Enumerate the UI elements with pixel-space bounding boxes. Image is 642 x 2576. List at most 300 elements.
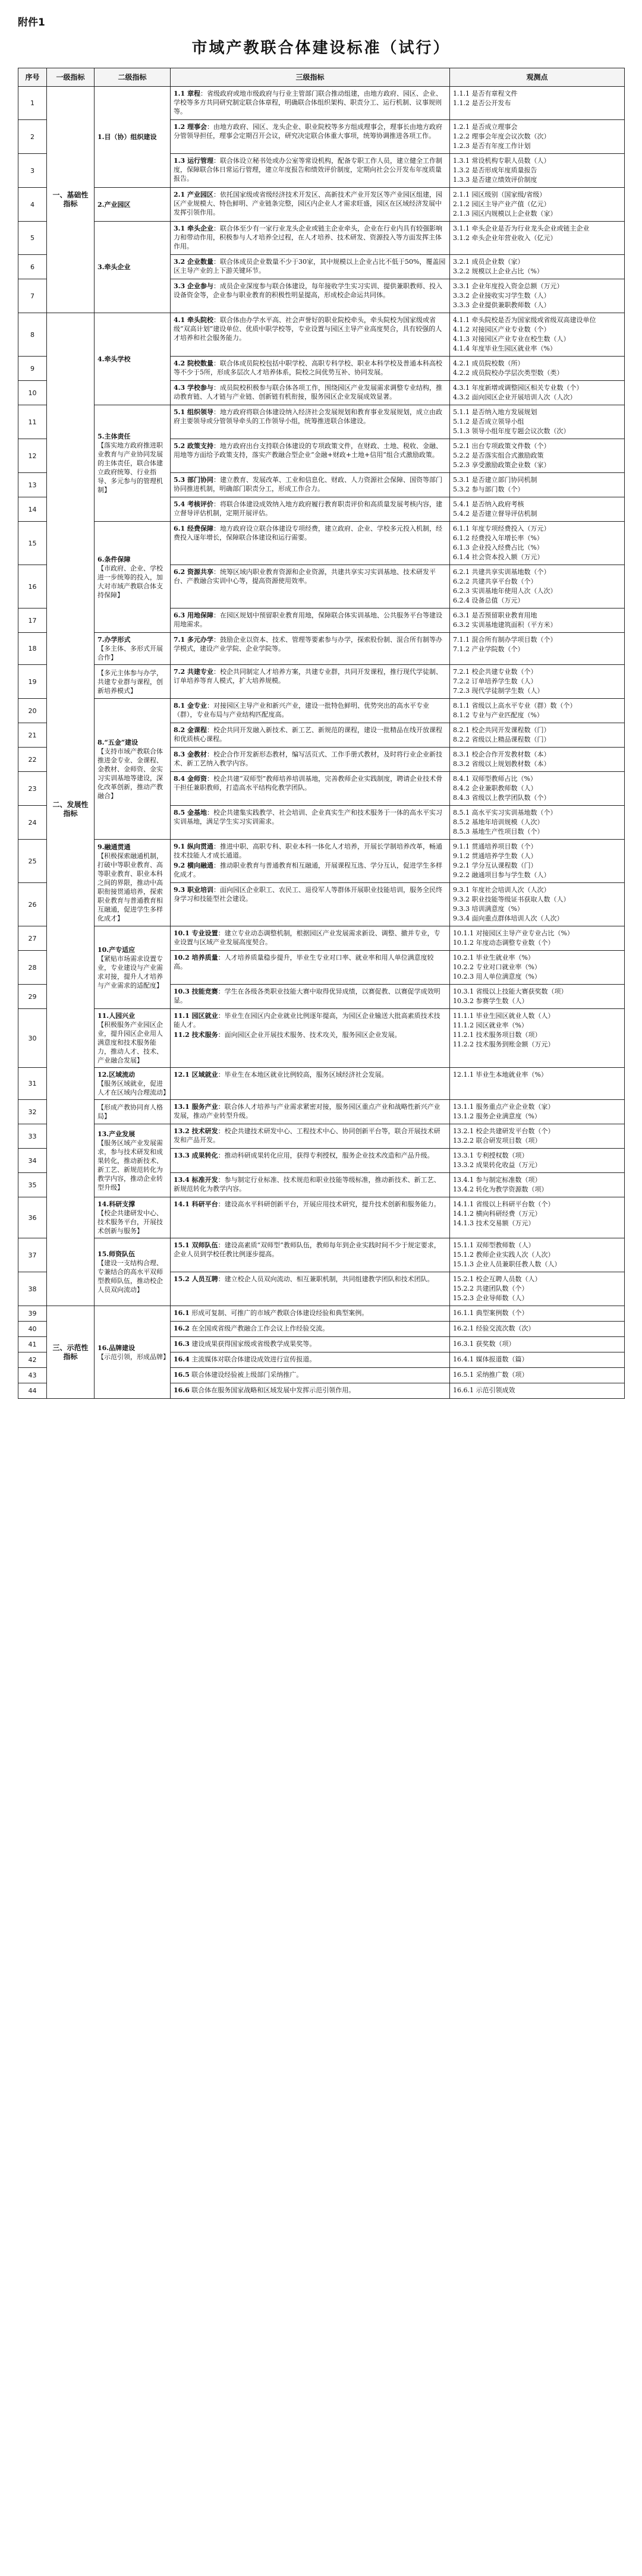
level3-indicator: [171, 154, 450, 188]
level3-item: [174, 1324, 446, 1333]
observation-point: 6.2.3 实训基地年使用人次（人次）: [453, 587, 557, 595]
level2-description: 【紧贴市场需求设置专业，专业建设与产业需求对接，提升人才培养与产业需求的适配度】: [97, 954, 163, 989]
level3-indicator: [171, 1149, 450, 1173]
level3-item: [174, 89, 446, 116]
level3-item-title: 2.1 产业园区: [174, 191, 213, 198]
level2-indicator: [95, 1306, 171, 1399]
observation-point: 13.2.1 校企共建研发平台数（个）: [453, 1127, 555, 1135]
observation-point: 2.1.2 园区主导产业产值（亿元）: [453, 200, 550, 208]
level3-item-title: 6.1 经费保障: [174, 525, 213, 532]
observation-point: 8.1.2 专业与产业匹配度（%）: [453, 711, 543, 719]
level3-item: [174, 524, 446, 542]
document-page: [18, 11, 624, 1399]
table-row: [18, 1124, 625, 1149]
header-level3: 三级指标: [171, 68, 450, 87]
level3-item: [174, 861, 446, 879]
row-number: 14: [18, 497, 47, 522]
level2-indicator: [95, 1238, 171, 1306]
observation-point: 9.1.1 贯通培养项目数（个）: [453, 843, 537, 850]
observation-point: 7.1.2 产业学院数（个）: [453, 645, 524, 653]
observation-points: [450, 154, 625, 188]
level3-indicator: [171, 1383, 450, 1399]
observation-point: 12.1.1 毕业生本地就业率（%）: [453, 1071, 547, 1079]
observation-point: 9.3.1 年度社会培训人次（人次）: [453, 886, 550, 894]
level3-item-title: 9.2 横向融通: [174, 862, 213, 869]
observation-points: [450, 1009, 625, 1068]
observation-point: 13.3.1 专利授权数（项）: [453, 1152, 528, 1159]
level3-item-text: 形成可复制、可推广的市域产教联合体建设经验和典型案例。: [189, 1309, 369, 1317]
observation-point: 6.1.2 经费投入年增长率（%）: [453, 534, 543, 542]
row-number: 44: [18, 1383, 47, 1399]
level3-item-title: 16.5: [174, 1371, 190, 1379]
row-number: 34: [18, 1149, 47, 1173]
observation-point: 6.2.4 设备总值（万元）: [453, 597, 524, 604]
level3-item-text: ：成员企业深度参与联合体建设，每年接收学生实习实训、提供兼职教师、投入设备资金等，企业参与职业教育的积极性明显提高，形成校企命运共同体。: [174, 282, 442, 299]
observation-point: 11.1.2 园区就业率（%）: [453, 1021, 528, 1029]
level3-item: [174, 1339, 446, 1348]
level3-item-text: ：联合体成员企业数量不少于30家，其中规模以上企业占比不低于50%，覆盖园区主导产业的上下游关键环节。: [174, 258, 446, 275]
observation-point: 13.2.2 联合研发项目数（项）: [453, 1137, 542, 1144]
level3-item-title: 10.2 培养质量: [174, 954, 218, 961]
observation-point: 15.1.3 企业人员兼职任教人数（人）: [453, 1260, 561, 1268]
level3-item-title: 16.4: [174, 1355, 190, 1363]
level3-item-title: 12.1 区域就业: [174, 1071, 218, 1079]
observation-points: [450, 87, 625, 120]
level2-description: 【积极探索融通机制，打破中等职业教育、高等职业教育、职业本科之间的界限，推动中高职衔接贯通培养，探索职业教育与普通教育相互融通，促进学生多样化成才】: [97, 852, 163, 922]
level3-indicator: [171, 633, 450, 665]
observation-point: 1.1.2 是否公开发布: [453, 99, 511, 107]
level2-indicator: [95, 1068, 171, 1100]
level3-item: [174, 1151, 446, 1160]
observation-point: 3.3.2 企业接收实习学生数（人）: [453, 292, 550, 299]
observation-point: 1.3.1 常设机构专职人员数（人）: [453, 157, 550, 165]
level3-item: [174, 667, 446, 685]
row-number: 1: [18, 87, 47, 120]
row-number: 7: [18, 279, 47, 313]
level3-item-title: 8.3 金教材: [174, 751, 207, 758]
observation-points: [450, 883, 625, 926]
level3-item-text: ：联合体成员院校包括中职学校、高职专科学校、职业本科学校及普通本科高校等不少于5所，形成多层次人才培养体系，院校之间优势互补、协同发展。: [174, 360, 442, 376]
level3-item-title: 10.1 专业设置: [174, 929, 218, 937]
level3-item: [174, 1070, 446, 1079]
level3-item: [174, 929, 446, 947]
level3-item: [174, 1355, 446, 1364]
row-number: 41: [18, 1337, 47, 1352]
level3-indicator: [171, 279, 450, 313]
row-number: 30: [18, 1009, 47, 1068]
level3-indicator: [171, 255, 450, 279]
level3-item-title: 15.1 双师队伍: [174, 1241, 218, 1249]
observation-points: [450, 1322, 625, 1337]
row-number: 40: [18, 1322, 47, 1337]
level3-item-title: 5.3 部门协同: [174, 476, 213, 484]
observation-points: [450, 120, 625, 154]
observation-points: [450, 608, 625, 633]
level3-item-text: ：地方政府设立联合体建设专项经费，建立政府、企业、学校多元投入机制，经费投入逐年增长，保障联合体建设和运行需要。: [174, 525, 442, 541]
level3-item-title: 1.1 章程: [174, 90, 200, 97]
row-number: 35: [18, 1173, 47, 1197]
observation-points: [450, 1383, 625, 1399]
row-number: 23: [18, 772, 47, 806]
level2-indicator: [95, 222, 171, 313]
level3-indicator: [171, 357, 450, 381]
level2-name: 6.条件保障: [97, 555, 131, 563]
level2-description: 【多元主体参与办学，共建专业群与课程，创新培养模式】: [97, 669, 163, 695]
observation-point: 14.1.3 技术交易额（万元）: [453, 1219, 535, 1227]
level3-indicator: [171, 1238, 450, 1272]
level2-description: 【校企共建研发中心、技术服务平台，开展技术创新与服务】: [97, 1209, 163, 1235]
table-row: [18, 665, 625, 699]
row-number: 16: [18, 565, 47, 608]
observation-points: [450, 1197, 625, 1238]
level3-indicator: [171, 883, 450, 926]
observation-point: 3.2.2 规模以上企业占比（%）: [453, 267, 543, 275]
level3-item-text: ：地方政府将联合体建设纳入经济社会发展规划和教育事业发展规划，成立由政府主要领导或分管领导牵头的工作领导小组，统筹推进联合体建设。: [174, 408, 442, 425]
observation-points: [450, 1238, 625, 1272]
observation-points: [450, 279, 625, 313]
level3-item: [174, 408, 446, 425]
observation-point: 6.2.1 共建共享实训基地数（个）: [453, 568, 550, 576]
observation-point: 5.4.2 是否建立督导评估机制: [453, 510, 537, 518]
level3-item-title: 10.3 技能竞赛: [174, 988, 218, 995]
observation-point: 10.2.1 毕业生就业率（%）: [453, 954, 534, 961]
level3-item-text: ：面向园区企业职工、农民工、退役军人等群体开展职业技能培训，服务全民终身学习和技能型社会建设。: [174, 886, 442, 903]
observation-point: 1.1.1 是否有章程文件: [453, 90, 518, 97]
level3-item: [174, 156, 446, 183]
row-number: 26: [18, 883, 47, 926]
row-number: 43: [18, 1368, 47, 1383]
observation-points: [450, 222, 625, 255]
level3-indicator: [171, 1337, 450, 1352]
level2-description: 【市政府、企业、学校进一步统筹的投入，加大对市域产教联合体支持保障】: [97, 564, 163, 599]
observation-points: [450, 1173, 625, 1197]
row-number: 4: [18, 188, 47, 222]
table-row: [18, 1197, 625, 1238]
observation-point: 13.4.1 参与制定标准数（项）: [453, 1176, 542, 1184]
level3-item: [174, 257, 446, 275]
level3-item-title: 1.2 理事会: [174, 123, 207, 131]
level3-item: [174, 122, 446, 140]
level3-indicator: [171, 473, 450, 497]
observation-point: 16.1.1 典型案例数（个）: [453, 1309, 528, 1317]
observation-point: 16.2.1 经验交流次数（次）: [453, 1325, 535, 1332]
level3-item: [174, 282, 446, 299]
observation-point: 4.1.4 年度毕业生园区就业率（%）: [453, 345, 556, 352]
table-body: [18, 87, 625, 1399]
level3-item-text: ：联合体至少有一家行业龙头企业或链主企业牵头，企业在行业内具有较强影响力和带动作用，积极参与人才培养全过程，在人才培养、技术研发、资源投入等方面发挥主体作用。: [174, 225, 442, 250]
level2-indicator: [95, 313, 171, 405]
row-number: 27: [18, 926, 47, 951]
observation-point: 4.3.1 年度新增或调整园区相关专业数（个）: [453, 384, 583, 392]
level3-item: [174, 500, 446, 518]
observation-point: 8.1.1 省级以上高水平专业（群）数（个）: [453, 702, 577, 710]
observation-point: 3.1.1 牵头企业是否为行业龙头企业或链主企业: [453, 225, 590, 232]
level3-item: [174, 383, 446, 401]
level3-item: [174, 987, 446, 1005]
level3-item-text: 联合体建设经验被上级部门采纳推广。: [189, 1371, 303, 1379]
row-number: 11: [18, 405, 47, 439]
level3-item-text: ：建立教育、发展改革、工业和信息化、财政、人力资源社会保障、国资等部门协同推进机制，明确部门职责分工，形成工作合力。: [174, 476, 442, 493]
observation-point: 11.1.1 毕业生园区就业人数（人）: [453, 1012, 555, 1020]
observation-point: 4.1.2 对接园区产业专业数（个）: [453, 326, 550, 333]
observation-point: 7.2.3 现代学徒制学生数（人）: [453, 687, 544, 695]
row-number: 38: [18, 1272, 47, 1306]
table-row: [18, 926, 625, 951]
level3-item-text: ：校企共建技术研发中心、工程技术中心、协同创新平台等，联合开展技术研发和产品开发。: [174, 1127, 440, 1144]
header-observation: 观测点: [450, 68, 625, 87]
row-number: 12: [18, 439, 47, 473]
level3-item-text: ：建立校企人员双向流动、相互兼职机制，共同组建教学团队和技术团队。: [218, 1275, 434, 1283]
level3-item-text: ：建立专业动态调整机制，根据园区产业发展需求新设、调整、撤并专业，专业设置与区域产业发展高度契合。: [174, 929, 440, 946]
level3-item-text: ：依托国家级或省级经济技术开发区、高新技术产业开发区等产业园区组建，园区产业规模大、特色鲜明、产业链条完整，园区内企业人才需求旺盛，园区在区域经济发展中发挥引领作用。: [174, 191, 442, 216]
level3-item-title: 9.1 纵向贯通: [174, 843, 213, 850]
observation-point: 2.1.1 园区级别（国家级/省级）: [453, 191, 546, 198]
level2-indicator: [95, 1009, 171, 1068]
observation-point: 8.3.2 省级以上规划教材数（本）: [453, 760, 550, 768]
level3-item-text: ：联合体人才培养与产业需求紧密对接，服务园区重点产业和战略性新兴产业发展，推动产业转型升级。: [174, 1103, 440, 1120]
level3-indicator: [171, 1272, 450, 1306]
row-number: 17: [18, 608, 47, 633]
observation-point: 5.1.1 是否纳入地方发展规划: [453, 408, 537, 416]
level3-indicator: [171, 608, 450, 633]
observation-points: [450, 806, 625, 840]
observation-point: 8.3.1 校企合作开发教材数（本）: [453, 751, 550, 758]
level3-item-text: ：将联合体建设成效纳入地方政府履行教育职责评价和高质量发展考核内容，建立督导评估机制，定期开展评估。: [174, 500, 442, 517]
row-number: 31: [18, 1068, 47, 1100]
level3-indicator: [171, 522, 450, 565]
level3-item-title: 15.2 人员互聘: [174, 1275, 218, 1283]
level3-item: [174, 1175, 446, 1193]
observation-point: 3.3.3 企业提供兼职教师数（人）: [453, 301, 550, 309]
observation-point: 16.3.1 获奖数（项）: [453, 1340, 515, 1348]
level2-indicator: [95, 405, 171, 522]
level3-item-text: ：校企共同制定人才培养方案，共建专业群，共同开发课程，推行现代学徒制、订单培养等育人模式，扩大培养规模。: [174, 668, 442, 685]
level2-indicator: [95, 188, 171, 222]
level3-indicator: [171, 381, 450, 405]
row-number: 33: [18, 1124, 47, 1149]
level3-item-title: 8.1 金专业: [174, 702, 207, 710]
observation-point: 8.2.2 省级以上精品课程数（门）: [453, 736, 550, 743]
level3-item-title: 9.3 职业培训: [174, 886, 213, 894]
row-number: 15: [18, 522, 47, 565]
level3-item-title: 8.4 金师资: [174, 775, 207, 783]
level3-item-title: 5.4 考核评价: [174, 500, 213, 508]
observation-point: 5.3.2 参与部门数（个）: [453, 485, 524, 493]
observation-point: 6.1.1 年度专项经费投入（万元）: [453, 525, 550, 532]
row-number: 5: [18, 222, 47, 255]
observation-points: [450, 405, 625, 439]
row-number: 21: [18, 723, 47, 748]
level3-item-text: ：联合体设立秘书处或办公室等常设机构，配备专职工作人员，建立健全工作制度，保障联合体日常运行管理，建立年度报告和绩效评价制度，定期向社会公开发布年度质量报告。: [174, 157, 442, 182]
level3-item-title: 4.2 院校数量: [174, 360, 213, 367]
row-number: 32: [18, 1100, 47, 1124]
level3-item: [174, 701, 446, 719]
observation-point: 10.1.2 年度动态调整专业数（个）: [453, 939, 555, 947]
level3-indicator: [171, 405, 450, 439]
level3-indicator: [171, 926, 450, 951]
row-number: 13: [18, 473, 47, 497]
observation-points: [450, 772, 625, 806]
observation-point: 16.5.1 采纳推广数（项）: [453, 1371, 528, 1379]
level2-name: 10.产专适应: [97, 945, 136, 954]
observation-point: 2.1.3 园区内规模以上企业数（家）: [453, 210, 557, 217]
observation-points: [450, 1352, 625, 1368]
level3-indicator: [171, 806, 450, 840]
table-row: [18, 405, 625, 439]
level3-item-text: 在全国或省级产教融合工作会议上作经验交流。: [189, 1325, 329, 1332]
level2-description: 【建设一支结构合理、专兼结合的高水平双师型教师队伍，推动校企人员双向流动】: [97, 1259, 163, 1294]
table-row: [18, 188, 625, 222]
level3-item: [174, 567, 446, 585]
observation-point: 4.3.2 面向园区企业开展培训人次（人次）: [453, 393, 577, 401]
observation-point: 13.3.2 成果转化收益（万元）: [453, 1161, 542, 1169]
observation-point: 14.1.1 省级以上科研平台数（个）: [453, 1200, 555, 1208]
level3-item-text: ：建设高水平科研创新平台，开展应用技术研究，提升技术创新和服务能力。: [218, 1200, 440, 1208]
observation-point: 5.4.1 是否纳入政府考核: [453, 500, 524, 508]
observation-point: 1.3.3 是否建立绩效评价制度: [453, 176, 537, 184]
level2-indicator: [95, 87, 171, 188]
level3-item-title: 5.1 组织领导: [174, 408, 213, 416]
observation-points: [450, 188, 625, 222]
observation-point: 6.1.3 企业投入经费占比（%）: [453, 544, 543, 551]
observation-points: [450, 1368, 625, 1383]
row-number: 19: [18, 665, 47, 699]
level1-indicator: 一、基础性指标: [47, 87, 95, 313]
table-row: [18, 1100, 625, 1124]
row-number: 2: [18, 120, 47, 154]
observation-point: 9.3.3 培训满意度（%）: [453, 905, 524, 913]
observation-point: 10.3.1 省级以上技能大赛获奖数（项）: [453, 988, 568, 995]
level3-item: [174, 726, 446, 743]
level3-item-title: 16.2: [174, 1325, 190, 1332]
observation-point: 16.6.1 示范引领成效: [453, 1386, 515, 1394]
level3-item-text: ：学生在各级各类职业技能大赛中取得优异成绩，以赛促教、以赛促学成效明显。: [174, 988, 440, 1004]
level3-item-title: 13.4 标准开发: [174, 1176, 218, 1184]
annex-label: 附件1: [18, 17, 45, 29]
table-row: [18, 522, 625, 565]
observation-point: 16.4.1 媒体报道数（篇）: [453, 1355, 528, 1363]
observation-point: 8.4.2 企业兼职教师数（人）: [453, 784, 537, 792]
level3-item-title: 16.3: [174, 1340, 190, 1348]
level3-item: [174, 611, 446, 629]
level3-indicator: [171, 1009, 450, 1068]
level3-item-text: ：参与制定行业标准、技术规范和职业技能等级标准，推动新技术、新工艺、新规范转化为教学内容。: [174, 1176, 440, 1193]
level3-item-title: 3.2 企业数量: [174, 258, 213, 266]
observation-points: [450, 1149, 625, 1173]
row-number: 37: [18, 1238, 47, 1272]
observation-point: 13.1.1 服务重点产业企业数（家）: [453, 1103, 555, 1111]
level3-item: [174, 953, 446, 971]
level3-item-title: 7.1 多元办学: [174, 636, 213, 644]
observation-point: 3.3.1 企业年度投入资金总额（万元）: [453, 282, 564, 290]
observation-point: 8.5.3 基地生产性项目数（个）: [453, 828, 544, 835]
level2-indicator: [95, 840, 171, 926]
observation-points: [450, 439, 625, 473]
observation-point: 7.1.1 混合所有制办学项目数（个）: [453, 636, 557, 644]
level2-indicator: [95, 926, 171, 1009]
header-level2: 二级指标: [95, 68, 171, 87]
level3-item-text: ：推进中职、高职专科、职业本科一体化人才培养，开展长学制培养改革，畅通技术技能人才成长通道。: [174, 843, 442, 859]
row-number: 42: [18, 1352, 47, 1368]
level3-item-text: ：毕业生在本地区就业比例较高，服务区域经济社会发展。: [218, 1071, 388, 1079]
observation-points: [450, 926, 625, 951]
row-number: 25: [18, 840, 47, 883]
level3-item: [174, 359, 446, 377]
observation-point: 8.4.3 省级以上教学团队数（个）: [453, 794, 550, 802]
level3-item-text: ：推动职业教育与普通教育相互融通，开展课程互选、学分互认，促进学生多样化成才。: [174, 862, 442, 878]
observation-point: 6.2.2 共建共享平台数（个）: [453, 578, 537, 585]
observation-point: 15.2.1 校企互聘人员数（人）: [453, 1275, 542, 1283]
level2-indicator: [95, 699, 171, 840]
level3-item: [174, 1200, 446, 1209]
level3-indicator: [171, 1124, 450, 1149]
level3-indicator: [171, 188, 450, 222]
level3-indicator: [171, 439, 450, 473]
level3-item-title: 13.3 成果转化: [174, 1152, 218, 1159]
level2-name: 12.区域流动: [97, 1071, 136, 1079]
observation-point: 8.5.2 基地年培训规模（人次）: [453, 818, 544, 826]
level3-item-text: ：联合体由办学水平高、社会声誉好的职业院校牵头，牵头院校为国家级或省级“双高计划”建设单位、优质中职学校等，专业设置与园区主导产业高度契合，具有较强的人才培养和社会服务能力。: [174, 316, 442, 342]
level3-item: [174, 842, 446, 860]
level3-item-text: 主流媒体对联合体建设成效进行宣传报道。: [189, 1355, 316, 1363]
level3-item-title: 6.2 资源共享: [174, 568, 213, 576]
level2-name: 8.“五金”建设: [97, 738, 139, 746]
table-header-row: [18, 68, 625, 87]
level2-name: 11.人园兴业: [97, 1012, 136, 1020]
level3-item-text: ：成员院校积极参与联合体各项工作，围绕园区产业发展需求调整专业结构，推动教育链、人才链与产业链、创新链有机衔接，服务园区企业发展成效显著。: [174, 384, 442, 401]
level3-item-text: ：省级政府或地市级政府与行业主管部门联合推动组建，由地方政府、园区、企业、学校等多方共同研究制定联合体章程，明确联合体组织架构、职责分工、运行机制、议事规则等。: [174, 90, 442, 115]
level3-indicator: [171, 723, 450, 748]
level3-item: [174, 1386, 446, 1395]
level3-item-title: 8.5 金基地: [174, 809, 207, 816]
level2-description: 【服务区域就业，促进人才在区域内合理流动】: [97, 1080, 169, 1096]
level3-indicator: [171, 1368, 450, 1383]
level3-item-title: 11.1 园区就业: [174, 1012, 218, 1020]
level2-name: 15.师资队伍: [97, 1250, 136, 1258]
level3-item-title: 16.1: [174, 1309, 190, 1317]
observation-point: 6.3.1 是否预留职业教育用地: [453, 611, 537, 619]
level3-item: [174, 1241, 446, 1259]
observation-point: 5.3.1 是否建立部门协同机制: [453, 476, 537, 484]
level3-item-text: ：面向园区企业开展技术服务、技术攻关，服务园区企业发展。: [218, 1031, 401, 1039]
observation-point: 8.5.1 高水平实习实训基地数（个）: [453, 809, 557, 816]
level2-description: 【服务区域产业发展需求，参与技术研发和成果转化，推动新技术、新工艺、新规范转化为教学内容，推动企业转型升级】: [97, 1139, 163, 1191]
level3-item: [174, 774, 446, 792]
level3-item: [174, 808, 446, 826]
level3-indicator: [171, 1100, 450, 1124]
level3-indicator: [171, 222, 450, 255]
observation-points: [450, 1100, 625, 1124]
level3-indicator: [171, 87, 450, 120]
level3-item-title: 14.1 科研平台: [174, 1200, 218, 1208]
observation-point: 3.2.1 成员企业数（家）: [453, 258, 524, 266]
observation-point: 9.2.2 融通项目参与学生数（人）: [453, 871, 550, 879]
level2-name: 14.科研支撑: [97, 1200, 136, 1208]
level3-item-title: 16.6: [174, 1386, 190, 1394]
observation-point: 3.1.2 牵头企业年营业收入（亿元）: [453, 234, 557, 242]
observation-point: 15.1.2 教师企业实践人次（人次）: [453, 1251, 555, 1259]
level3-item-text: 建设成果获得国家级或省级教学成果奖等。: [189, 1340, 316, 1348]
table-row: [18, 1068, 625, 1100]
level3-item-title: 4.1 牵头院校: [174, 316, 213, 324]
level2-name: 7.办学形式: [97, 636, 131, 644]
level3-item-text: 联合体在服务国家战略和区域发展中发挥示范引领作用。: [189, 1386, 355, 1394]
level2-indicator: [95, 633, 171, 665]
observation-point: 5.2.3 享受激励政策企业数（家）: [453, 461, 550, 469]
row-number: 28: [18, 951, 47, 985]
level2-name: 1.目（协）组织建设: [97, 133, 157, 141]
level3-item-text: ：鼓励企业以资本、技术、管理等要素参与办学，探索股份制、混合所有制等办学模式，建设产业学院、企业学院等。: [174, 636, 442, 652]
